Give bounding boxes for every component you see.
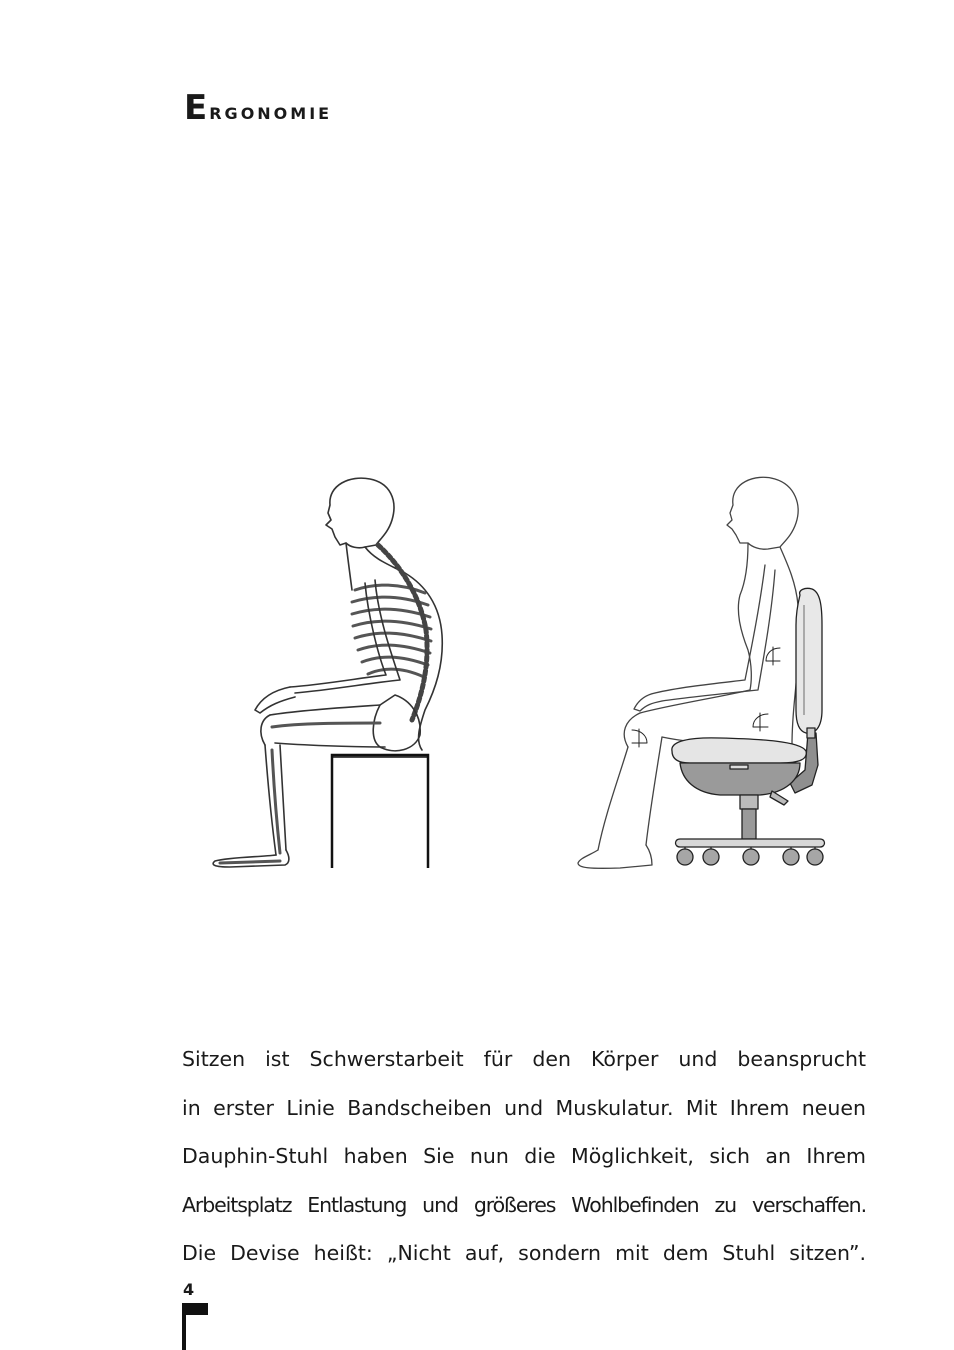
page-title-initial: E xyxy=(184,88,210,128)
body-line-5: Die Devise heißt: „Nicht auf, sondern mit dem Stuhl sitzen”. xyxy=(182,1241,866,1265)
office-chair xyxy=(672,588,825,865)
stool xyxy=(332,755,428,868)
body-line-2: in erster Linie Bandscheiben und Muskulatur. Mit Ihrem neuen xyxy=(182,1095,866,1120)
page-number: 4 xyxy=(183,1280,195,1299)
slouched-skeleton-figure xyxy=(213,478,442,867)
page-corner-mark xyxy=(182,1303,208,1350)
body-paragraph xyxy=(182,1035,866,1278)
page-title-rest: rgonomie xyxy=(209,99,333,125)
body-line-3: Dauphin-Stuhl haben Sie nun die Möglichkeit, sich an Ihrem xyxy=(182,1144,866,1168)
upright-sitting-figure xyxy=(578,477,799,868)
page-title xyxy=(184,88,332,128)
body-line-1: Sitzen ist Schwerstarbeit für den Körper und beansprucht xyxy=(182,1047,866,1071)
body-line-4: Arbeitsplatz Entlastung und größeres Wohlbefinden zu verschaffen. xyxy=(182,1192,866,1217)
sitting-posture-illustration xyxy=(200,465,840,880)
